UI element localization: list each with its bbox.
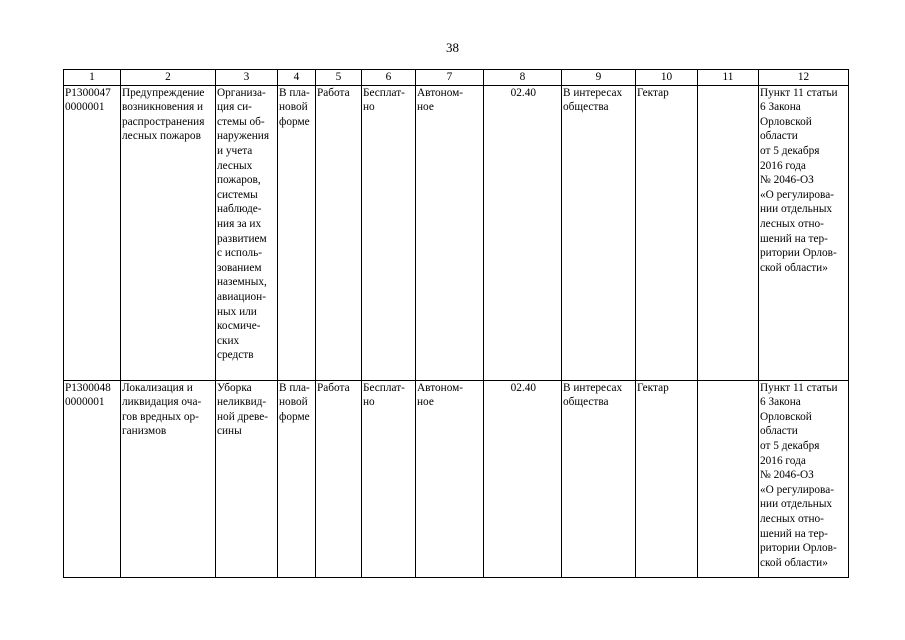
service-form-cell: В пла- новой форме: [278, 85, 316, 380]
table-row: [64, 85, 849, 380]
column-header: 9: [562, 70, 636, 86]
column-header: 11: [698, 70, 759, 86]
column-header: 10: [636, 70, 698, 86]
column-header: 6: [362, 70, 416, 86]
column-header: 1: [64, 70, 121, 86]
column-header: 12: [759, 70, 849, 86]
service-form-cell: В пла- новой форме: [278, 380, 316, 577]
okved-cell: 02.40: [484, 380, 562, 577]
service-content-cell: Организа- ция си- стемы об- наружения и учета лесных пожаров, системы наблюде- ния за их развитием с исполь- зованием наземных, авиацион- ных или космиче- ских средств: [216, 85, 278, 380]
page-number: 38: [446, 40, 459, 55]
column-header: 8: [484, 70, 562, 86]
service-content-cell: Уборка неликвид- ной древе- сины: [216, 380, 278, 577]
service-type-cell: Работа: [316, 85, 362, 380]
service-code-cell: Р1300048 0000001: [64, 380, 121, 577]
payment-cell: Бесплат- но: [362, 380, 416, 577]
services-table: [63, 69, 849, 578]
org-type-cell: Автоном- ное: [416, 380, 484, 577]
service-name-cell: Предупреждение возникновения и распространения лесных пожаров: [121, 85, 216, 380]
org-type-cell: Автоном- ное: [416, 85, 484, 380]
service-code-cell: Р1300047 0000001: [64, 85, 121, 380]
service-name-cell: Локализация и ликвидация оча- гов вредных ор- ганизмов: [121, 380, 216, 577]
table-row: [64, 380, 849, 577]
legal-basis-cell: Пункт 11 статьи 6 Закона Орловской области от 5 декабря 2016 года № 2046-ОЗ «О регулирова- нии отдельных лесных отно- шений на тер- ритории Орлов- ской области»: [759, 85, 849, 380]
empty-cell: [698, 380, 759, 577]
column-header: 4: [278, 70, 316, 86]
column-header: 5: [316, 70, 362, 86]
column-header: 7: [416, 70, 484, 86]
column-header: 3: [216, 70, 278, 86]
unit-cell: Гектар: [636, 380, 698, 577]
payment-cell: Бесплат- но: [362, 85, 416, 380]
empty-cell: [698, 85, 759, 380]
column-header: 2: [121, 70, 216, 86]
legal-basis-cell: Пункт 11 статьи 6 Закона Орловской области от 5 декабря 2016 года № 2046-ОЗ «О регулирова- нии отдельных лесных отно- шений на тер- ритории Орлов- ской области»: [759, 380, 849, 577]
okved-cell: 02.40: [484, 85, 562, 380]
service-type-cell: Работа: [316, 380, 362, 577]
table-header-row: [64, 70, 849, 86]
purpose-cell: В интересах общества: [562, 380, 636, 577]
purpose-cell: В интересах общества: [562, 85, 636, 380]
unit-cell: Гектар: [636, 85, 698, 380]
